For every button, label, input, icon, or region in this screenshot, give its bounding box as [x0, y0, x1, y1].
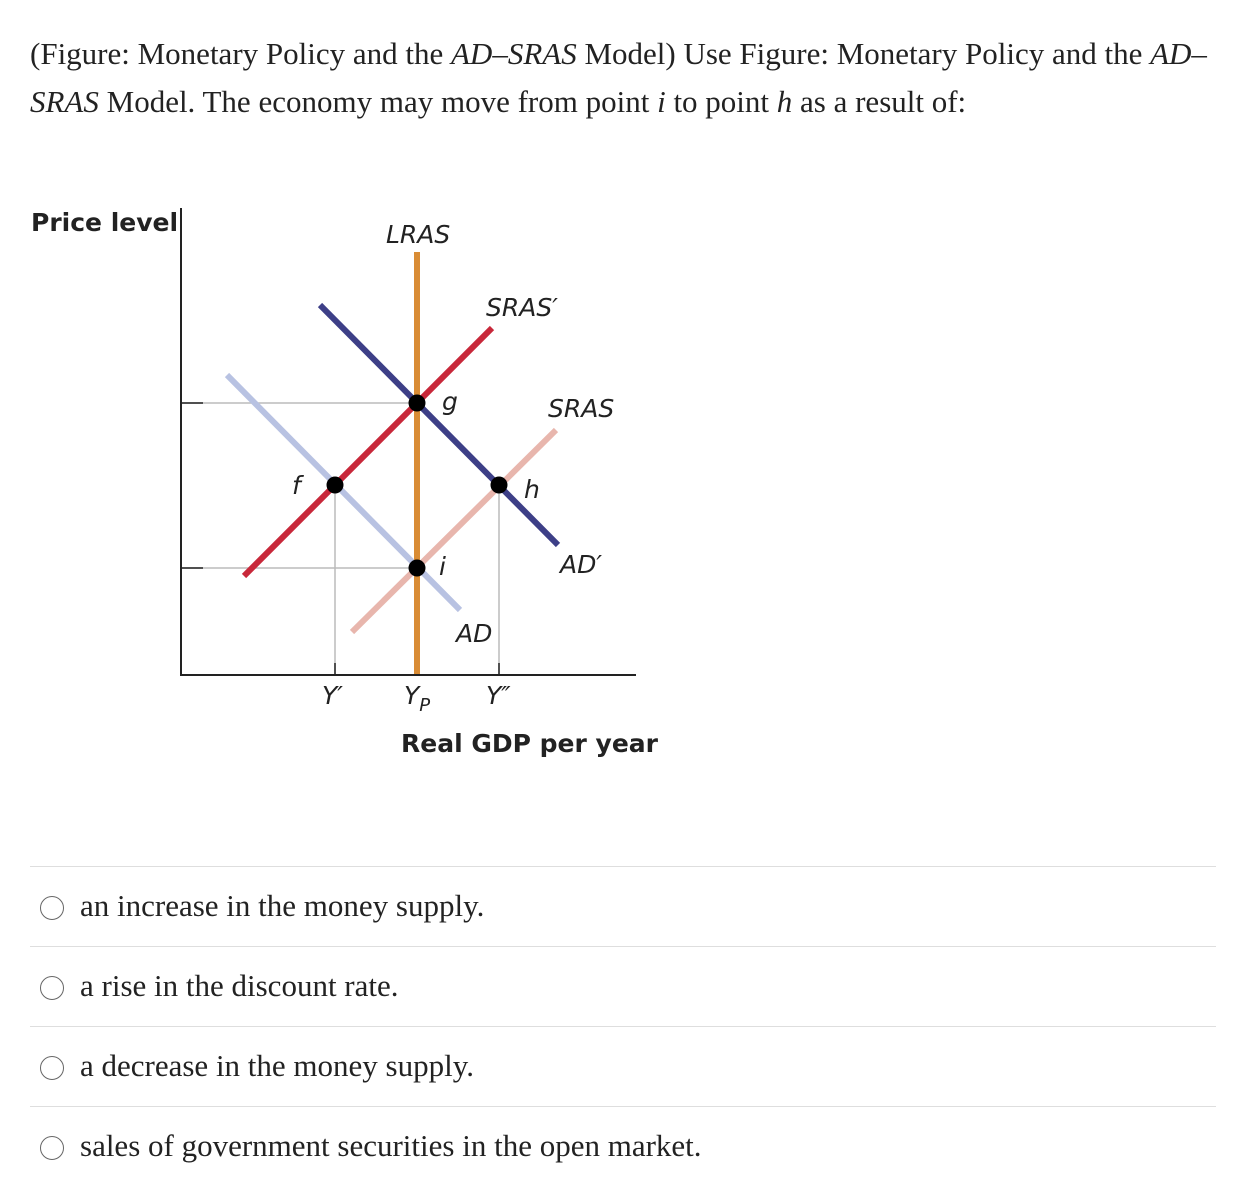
question-text	[30, 30, 1210, 126]
answer-option[interactable]	[30, 946, 1216, 1026]
radio-button[interactable]	[40, 896, 64, 920]
point-name: h	[776, 84, 793, 119]
x-tick-label-yp	[404, 681, 430, 716]
yp-subscript: P	[419, 695, 431, 716]
lras-label: LRAS	[386, 220, 451, 249]
question-segment: as a result of:	[792, 84, 967, 119]
radio-button[interactable]	[40, 1136, 64, 1160]
sras-prime-label: SRAS′	[486, 293, 558, 322]
radio-button[interactable]	[40, 1056, 64, 1080]
ad-sras-diagram	[0, 190, 700, 770]
question-segment: Model) Use Figure: Monetary Policy and the	[576, 36, 1151, 71]
point-h-label: h	[524, 475, 540, 504]
option-label: a decrease in the money supply.	[80, 1048, 474, 1083]
answer-options	[30, 866, 1216, 1186]
point-f	[327, 477, 344, 494]
point-f-label: f	[292, 471, 301, 500]
answer-option[interactable]	[30, 866, 1216, 946]
sras-label: SRAS	[548, 394, 615, 423]
point-name: i	[657, 84, 666, 119]
x-axis-title: Real GDP per year	[401, 729, 658, 758]
point-g	[409, 395, 426, 412]
model-name: AD–SRAS	[451, 36, 577, 71]
option-label: sales of government securities in the open market.	[80, 1128, 702, 1163]
sras-prime-curve	[244, 328, 492, 576]
point-i-label: i	[439, 552, 446, 581]
ad-label: AD	[456, 619, 493, 648]
point-g-label: g	[442, 387, 458, 416]
question-segment: to point	[665, 84, 777, 119]
question-segment: Model. The economy may move from point	[98, 84, 658, 119]
answer-option[interactable]	[30, 1026, 1216, 1106]
x-tick-label-y-double-prime: Y″	[486, 681, 511, 710]
model-name: AD–SRAS	[30, 36, 1207, 119]
option-label: an increase in the money supply.	[80, 888, 485, 923]
option-label: a rise in the discount rate.	[80, 968, 399, 1003]
ad-prime-label: AD′	[560, 550, 603, 579]
point-h	[491, 477, 508, 494]
point-i	[409, 560, 426, 577]
yp-main: Y	[404, 681, 420, 710]
question-segment: (Figure: Monetary Policy and the	[30, 36, 451, 71]
x-tick-label-y-prime: Y′	[322, 681, 343, 710]
answer-option[interactable]	[30, 1106, 1216, 1186]
y-axis-title: Price level	[31, 208, 179, 237]
radio-button[interactable]	[40, 976, 64, 1000]
